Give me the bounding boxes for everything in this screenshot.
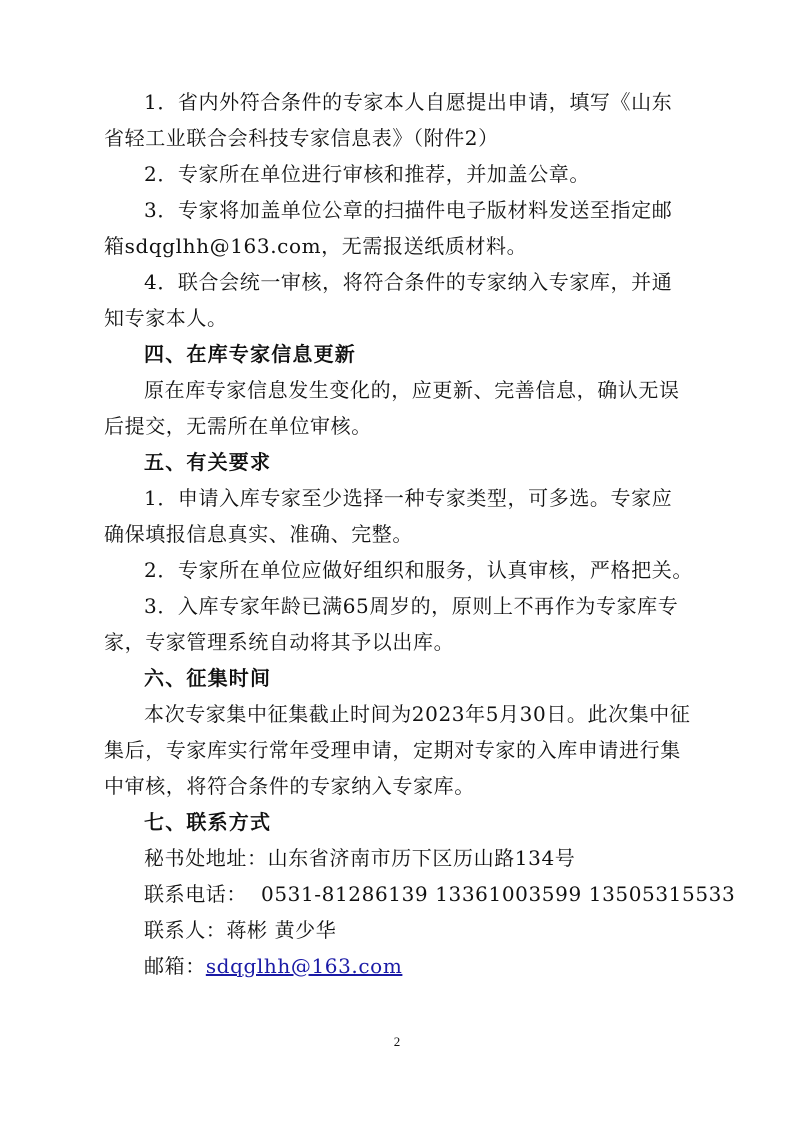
collection-time-line-3: 中审核，将符合条件的专家纳入专家库。 [104, 774, 475, 798]
contact-email-line [144, 953, 402, 979]
address-value: 山东省济南市历下区历山路134号 [267, 846, 576, 870]
phone-label: 联系电话： [144, 882, 247, 906]
contact-person-line [144, 917, 336, 943]
person-names: 蒋彬 黄少华 [226, 918, 337, 942]
email-label: 邮箱： [144, 954, 206, 978]
section-heading-collection-time: 六、征集时间 [144, 666, 272, 690]
contact-phone-line [144, 881, 735, 907]
collection-time-line-2: 集后，专家库实行常年受理申请，定期对专家的入库申请进行集 [104, 738, 681, 762]
update-info-line-1: 原在库专家信息发生变化的，应更新、完善信息，确认无误 [144, 378, 680, 402]
update-info-line-2: 后提交，无需所在单位审核。 [104, 414, 372, 438]
person-label: 联系人： [144, 918, 227, 942]
email-link[interactable]: sdqglhh@163.com [205, 954, 403, 978]
requirement-3-line-1: 3．入库专家年龄已满65周岁的，原则上不再作为专家库专 [144, 594, 679, 618]
address-label: 秘书处地址： [144, 846, 268, 870]
page-number: 2 [393, 1034, 401, 1049]
step-3-line-2: 箱sdqglhh@163.com，无需报送纸质材料。 [104, 234, 528, 258]
phone-values: 0531-81286139 13361003599 13505315533 [261, 882, 736, 906]
contact-address-line [144, 845, 575, 871]
requirement-2-line-1: 2．专家所在单位应做好组织和服务，认真审核，严格把关。 [144, 558, 693, 582]
step-3-line-1: 3．专家将加盖单位公章的扫描件电子版材料发送至指定邮 [144, 198, 673, 222]
requirement-1-line-1: 1．申请入库专家至少选择一种专家类型，可多选。专家应 [144, 486, 673, 510]
section-heading-update-info: 四、在库专家信息更新 [144, 342, 356, 366]
step-2-line-1: 2．专家所在单位进行审核和推荐，并加盖公章。 [144, 162, 590, 186]
section-heading-contact: 七、联系方式 [144, 810, 272, 834]
section-heading-requirements: 五、有关要求 [144, 450, 272, 474]
collection-time-line-1: 本次专家集中征集截止时间为2023年5月30日。此次集中征 [144, 702, 691, 726]
step-1-line-1: 1．省内外符合条件的专家本人自愿提出申请，填写《山东 [144, 90, 673, 114]
step-4-line-1: 4．联合会统一审核，将符合条件的专家纳入专家库，并通 [144, 270, 673, 294]
requirement-1-line-2: 确保填报信息真实、准确、完整。 [104, 522, 413, 546]
step-1-line-2: 省轻工业联合会科技专家信息表》（附件2） [104, 126, 499, 150]
requirement-3-line-2: 家，专家管理系统自动将其予以出库。 [104, 630, 455, 654]
step-4-line-2: 知专家本人。 [104, 306, 228, 330]
